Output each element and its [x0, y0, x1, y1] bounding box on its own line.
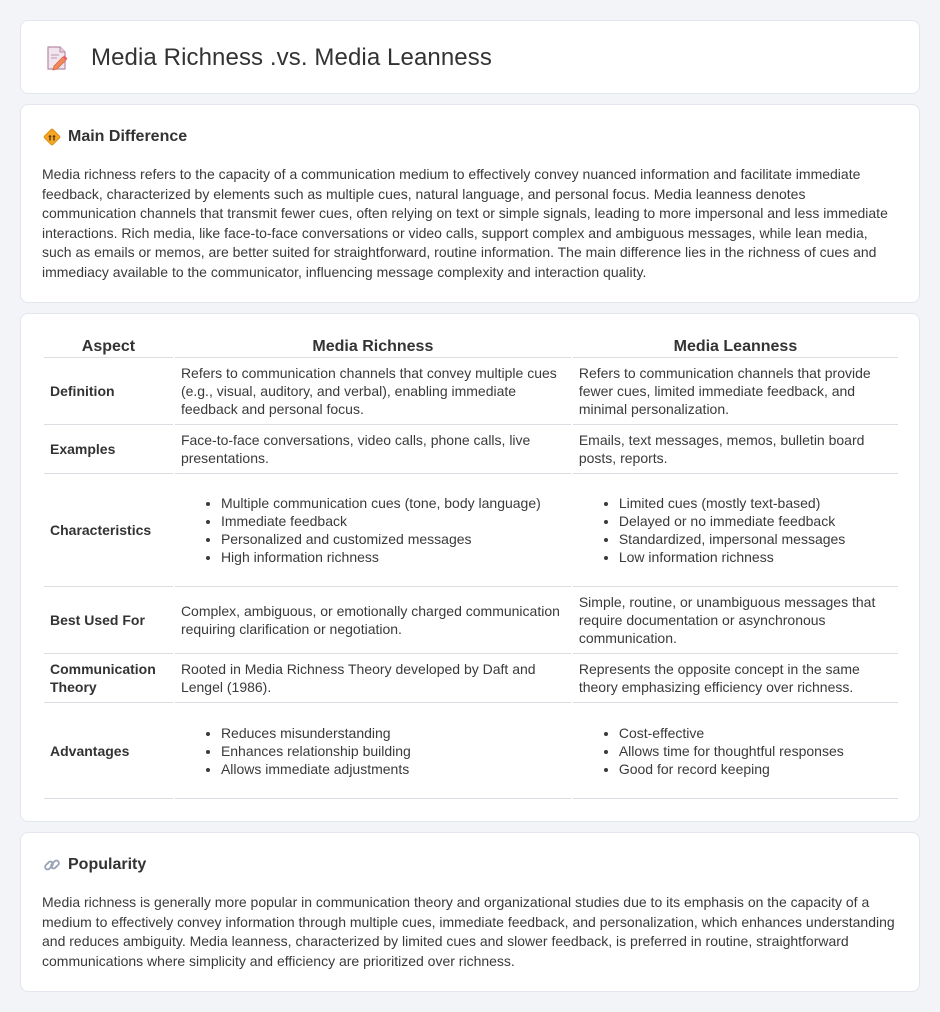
leanness-cell [573, 474, 898, 587]
richness-cell: Refers to communication channels that convey multiple cues (e.g., visual, auditory, and verbal), enabling immediate feedback and personal focus. [175, 358, 571, 425]
document-pencil-icon [45, 45, 69, 71]
leanness-advantages-list [579, 724, 892, 778]
row-aspect: Characteristics [44, 474, 173, 587]
list-item: • Immediate feedback [221, 512, 565, 530]
table-row [44, 358, 898, 425]
leanness-cell: Emails, text messages, memos, bulletin board posts, reports. [573, 425, 898, 474]
popularity-text: Media richness is generally more popular in communication theory and organizational studies due to its emphasis on the capacity of a medium to effectively convey information through multiple cues, immediate feedback, and personalization, which enhances understanding and reduces ambiguity. Media leanness, characterized by limited cues and slower feedback, is preferred in routine, straightforward communications where simplicity and efficiency are prioritized over richness. [42, 894, 895, 969]
richness-advantages-list [181, 724, 565, 778]
title-card [20, 20, 920, 94]
list-item: • Allows time for thoughtful responses [619, 742, 892, 760]
header-media-leanness: Media Leanness [573, 334, 898, 358]
leanness-cell: Refers to communication channels that provide fewer cues, limited immediate feedback, and minimal personalization. [573, 358, 898, 425]
table-row [44, 587, 898, 654]
table-row [44, 425, 898, 474]
row-aspect: Advantages [44, 703, 173, 799]
list-item: • Multiple communication cues (tone, body language) [221, 494, 565, 512]
list-item: • Cost-effective [619, 724, 892, 742]
main-difference-section [20, 104, 920, 303]
leanness-characteristics-list [579, 494, 892, 566]
list-item: • Limited cues (mostly text-based) [619, 494, 892, 512]
link-icon [43, 856, 61, 874]
richness-cell: Complex, ambiguous, or emotionally charged communication requiring clarification or negotiation. [175, 587, 571, 654]
list-item: • Standardized, impersonal messages [619, 530, 892, 548]
list-item: • Personalized and customized messages [221, 530, 565, 548]
row-aspect: Communication Theory [44, 654, 173, 703]
list-item: • Delayed or no immediate feedback [619, 512, 892, 530]
richness-cell: Rooted in Media Richness Theory developed by Daft and Lengel (1986). [175, 654, 571, 703]
table-row [44, 474, 898, 587]
table-header-row [44, 334, 898, 358]
popularity-section [20, 832, 920, 992]
list-item: • High information richness [221, 548, 565, 566]
main-difference-title: Main Difference [68, 128, 188, 145]
header-aspect: Aspect [44, 334, 173, 358]
richness-characteristics-list [181, 494, 565, 566]
list-item: • Low information richness [619, 548, 892, 566]
main-difference-text: Media richness refers to the capacity of a communication medium to effectively convey nuanced information and facilitate immediate feedback, characterized by elements such as multiple cues, natural language, and personal focus. Media leanness denotes communication channels that transmit fewer cues, often relying on text or simple signals, leading to more impersonal and less immediate interactions. Rich media, like face-to-face conversations or video calls, support complex and ambiguous messages, while lean media, such as emails or memos, are better suited for straightforward, routine information. The main difference lies in the richness of cues and immediacy available to the communicator, influencing message complexity and interaction quality. [42, 166, 888, 280]
page-title: Media Richness .vs. Media Leanness [91, 44, 492, 71]
list-item: • Reduces misunderstanding [221, 724, 565, 742]
table-row [44, 703, 898, 799]
richness-cell [175, 703, 571, 799]
comparison-table-card [20, 313, 920, 822]
header-media-richness: Media Richness [175, 334, 571, 358]
row-aspect: Examples [44, 425, 173, 474]
leanness-cell: Simple, routine, or unambiguous messages that require documentation or asynchronous communication. [573, 587, 898, 654]
table-row [44, 654, 898, 703]
list-item: • Good for record keeping [619, 760, 892, 778]
sign-icon [43, 128, 61, 146]
row-aspect: Best Used For [44, 587, 173, 654]
list-item: • Allows immediate adjustments [221, 760, 565, 778]
row-aspect: Definition [44, 358, 173, 425]
leanness-cell [573, 703, 898, 799]
comparison-table [42, 334, 900, 799]
richness-cell: Face-to-face conversations, video calls, phone calls, live presentations. [175, 425, 571, 474]
popularity-title: Popularity [68, 856, 147, 873]
richness-cell [175, 474, 571, 587]
leanness-cell: Represents the opposite concept in the same theory emphasizing efficiency over richness. [573, 654, 898, 703]
list-item: • Enhances relationship building [221, 742, 565, 760]
